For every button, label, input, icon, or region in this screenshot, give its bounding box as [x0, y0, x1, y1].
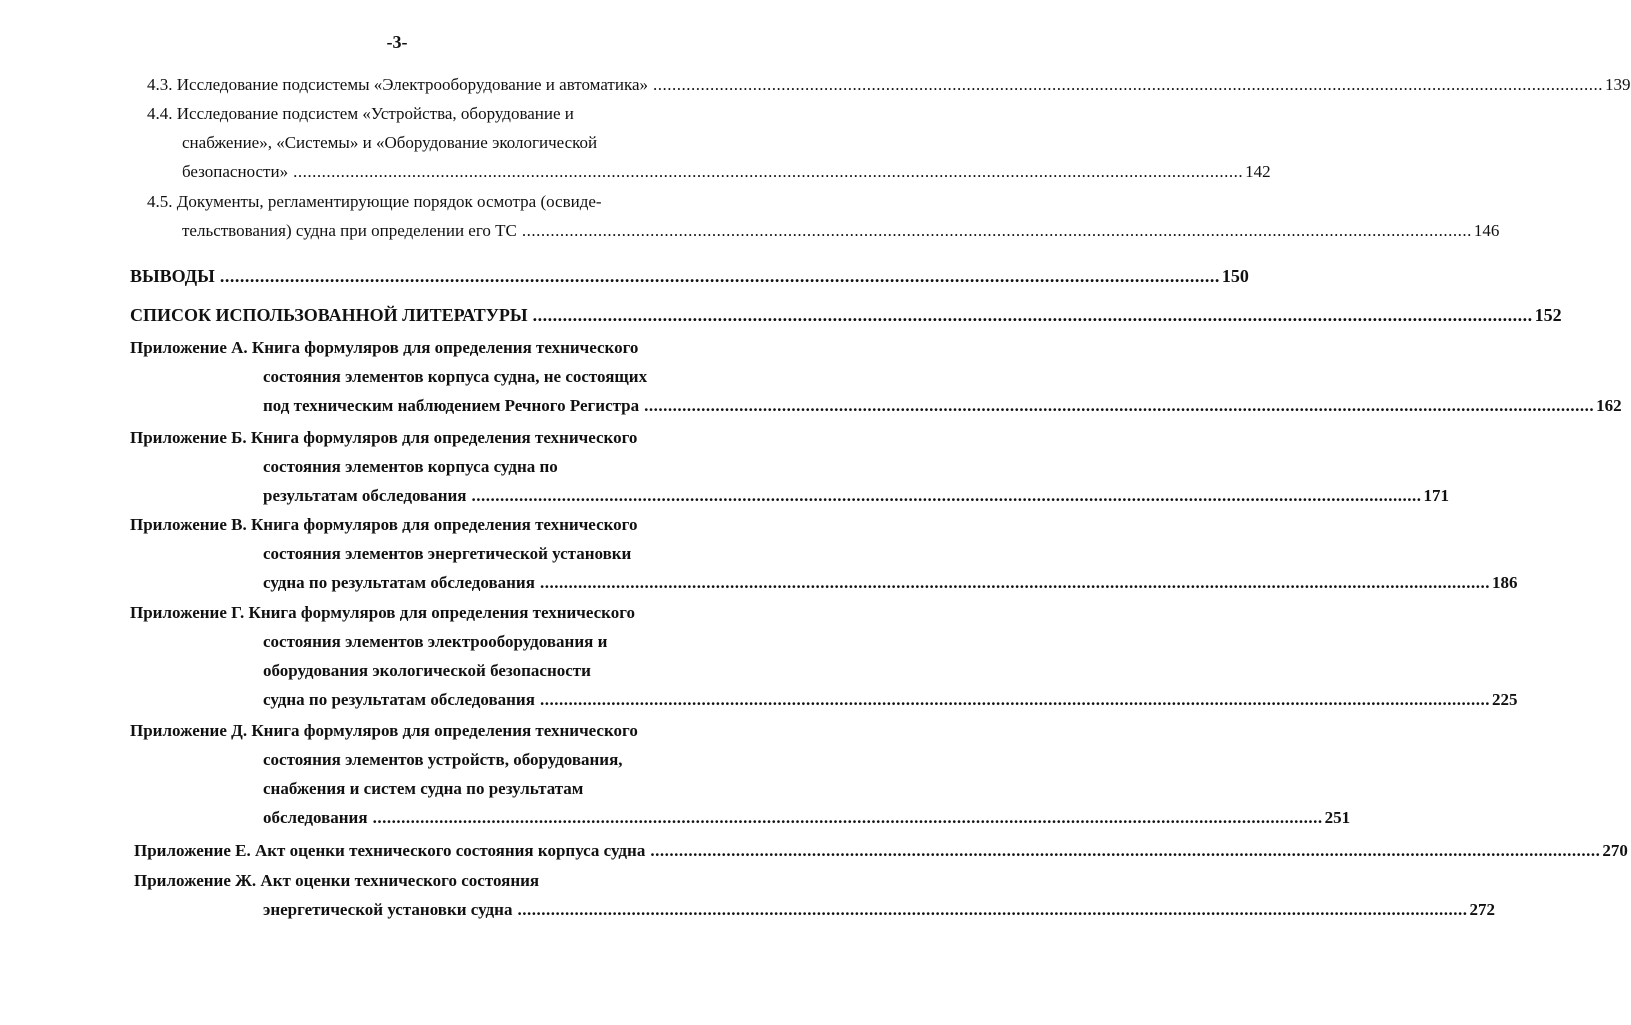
toc-leader-dots: ........................................................................................................................................................................................................ [644, 396, 1595, 415]
toc-page-number: 152 [1534, 305, 1562, 325]
toc-entry-line [263, 687, 1518, 713]
toc-entry-line [263, 483, 1449, 509]
toc-leader-dots: ........................................................................................................................................................................................................ [372, 808, 1323, 827]
toc-page-number: 162 [1596, 396, 1622, 415]
toc-leader-dots: ........................................................................................................................................................................................................ [219, 266, 1220, 286]
toc-entry-line [182, 159, 1271, 185]
toc-entry-line [147, 101, 574, 127]
toc-page-number: 186 [1491, 573, 1518, 592]
toc-entry-line [130, 425, 637, 451]
toc-entry-text: судна по результатам обследования [263, 690, 535, 709]
toc-entry-text: состояния элементов корпуса судна по [263, 457, 558, 476]
toc-entry-line [263, 897, 1495, 923]
toc-entry-text: снабжения и систем судна по результатам [263, 779, 584, 798]
toc-page-number: 225 [1491, 690, 1518, 709]
toc-page-number: 171 [1423, 486, 1449, 505]
toc-entry-line [130, 302, 1562, 328]
toc-entry-line [263, 776, 583, 802]
toc-page-number: 251 [1324, 808, 1351, 827]
toc-entry-text: 4.5. Документы, регламентирующие порядок осмотра (освиде- [147, 192, 602, 211]
toc-entry-text: Приложение Е. Акт оценки технического состояния корпуса судна [134, 841, 646, 860]
toc-entry-text: Приложение Б. Книга формуляров для определения технического [130, 428, 638, 447]
toc-leader-dots: ........................................................................................................................................................................................................ [293, 162, 1244, 181]
page-number: -3- [386, 32, 408, 52]
toc-page-number: 270 [1602, 841, 1628, 860]
toc-entry-line [263, 541, 631, 567]
toc-entry-line [130, 600, 635, 626]
toc-entry-line [263, 805, 1351, 831]
toc-leader-dots: ........................................................................................................................................................................................................ [532, 305, 1533, 325]
toc-entry-text: Приложение Ж. Акт оценки технического состояния [134, 871, 540, 890]
toc-entry-text: 4.3. Исследование подсистемы «Электрооборудование и автоматика» [147, 75, 649, 94]
toc-page-number: 272 [1469, 900, 1495, 919]
toc-entry-text: судна по результатам обследования [263, 573, 535, 592]
toc-entry-text: Приложение Г. Книга формуляров для определения технического [130, 603, 636, 622]
toc-entry-text: Приложение Д. Книга формуляров для определения технического [130, 721, 638, 740]
toc-entry-text: тельствования) судна при определении его ТС [182, 221, 517, 240]
toc-page-number: 150 [1221, 266, 1249, 286]
toc-entry-line [263, 454, 558, 480]
toc-entry-line [147, 189, 602, 215]
toc-page-number: 146 [1473, 221, 1500, 240]
toc-entry-text: Приложение В. Книга формуляров для определения технического [130, 515, 638, 534]
toc-entry-text: безопасности» [182, 162, 289, 181]
toc-entry-line [263, 570, 1518, 596]
toc-entry-text: состояния элементов устройств, оборудования, [263, 750, 623, 769]
toc-entry-text: оборудования экологической безопасности [263, 661, 591, 680]
toc-entry-line [147, 72, 1631, 98]
toc-page-number: 142 [1245, 162, 1271, 181]
toc-entry-text: состояния элементов электрооборудования и [263, 632, 608, 651]
toc-entry-line [130, 718, 638, 744]
toc-leader-dots: ........................................................................................................................................................................................................ [539, 573, 1490, 592]
toc-entry-text: СПИСОК ИСПОЛЬЗОВАННОЙ ЛИТЕРАТУРЫ [130, 305, 528, 325]
toc-entry-text: ВЫВОДЫ [130, 266, 215, 286]
toc-entry-line [263, 658, 591, 684]
toc-entry-text: Приложение А. Книга формуляров для определения технического [130, 338, 639, 357]
toc-entry-line [263, 364, 647, 390]
toc-leader-dots: ........................................................................................................................................................................................................ [653, 75, 1604, 94]
toc-entry-text: результатам обследования [263, 486, 467, 505]
toc-leader-dots: ........................................................................................................................................................................................................ [471, 486, 1422, 505]
toc-leader-dots: ........................................................................................................................................................................................................ [650, 841, 1601, 860]
toc-entry-line [134, 838, 1628, 864]
toc-entry-text: 4.4. Исследование подсистем «Устройства, оборудование и [147, 104, 574, 123]
toc-entry-text: состояния элементов энергетической установки [263, 544, 632, 563]
toc-entry-line [182, 218, 1500, 244]
toc-entry-text: под техническим наблюдением Речного Регистра [263, 396, 640, 415]
toc-entry-line [130, 263, 1249, 289]
toc-entry-line [134, 868, 539, 894]
toc-entry-line [263, 393, 1622, 419]
toc-entry-text: снабжение», «Системы» и «Оборудование экологической [182, 133, 598, 152]
toc-entry-text: состояния элементов корпуса судна, не состоящих [263, 367, 648, 386]
toc-entry-line [263, 747, 623, 773]
toc-leader-dots: ........................................................................................................................................................................................................ [539, 690, 1490, 709]
toc-entry-line [263, 629, 607, 655]
toc-leader-dots: ........................................................................................................................................................................................................ [517, 900, 1468, 919]
toc-entry-line [182, 130, 597, 156]
toc-entry-line [130, 512, 637, 538]
toc-leader-dots: ........................................................................................................................................................................................................ [521, 221, 1472, 240]
toc-entry-line [130, 335, 638, 361]
toc-page-number: 139 [1605, 75, 1631, 94]
toc-entry-text: энергетической установки судна [263, 900, 513, 919]
toc-entry-text: обследования [263, 808, 368, 827]
